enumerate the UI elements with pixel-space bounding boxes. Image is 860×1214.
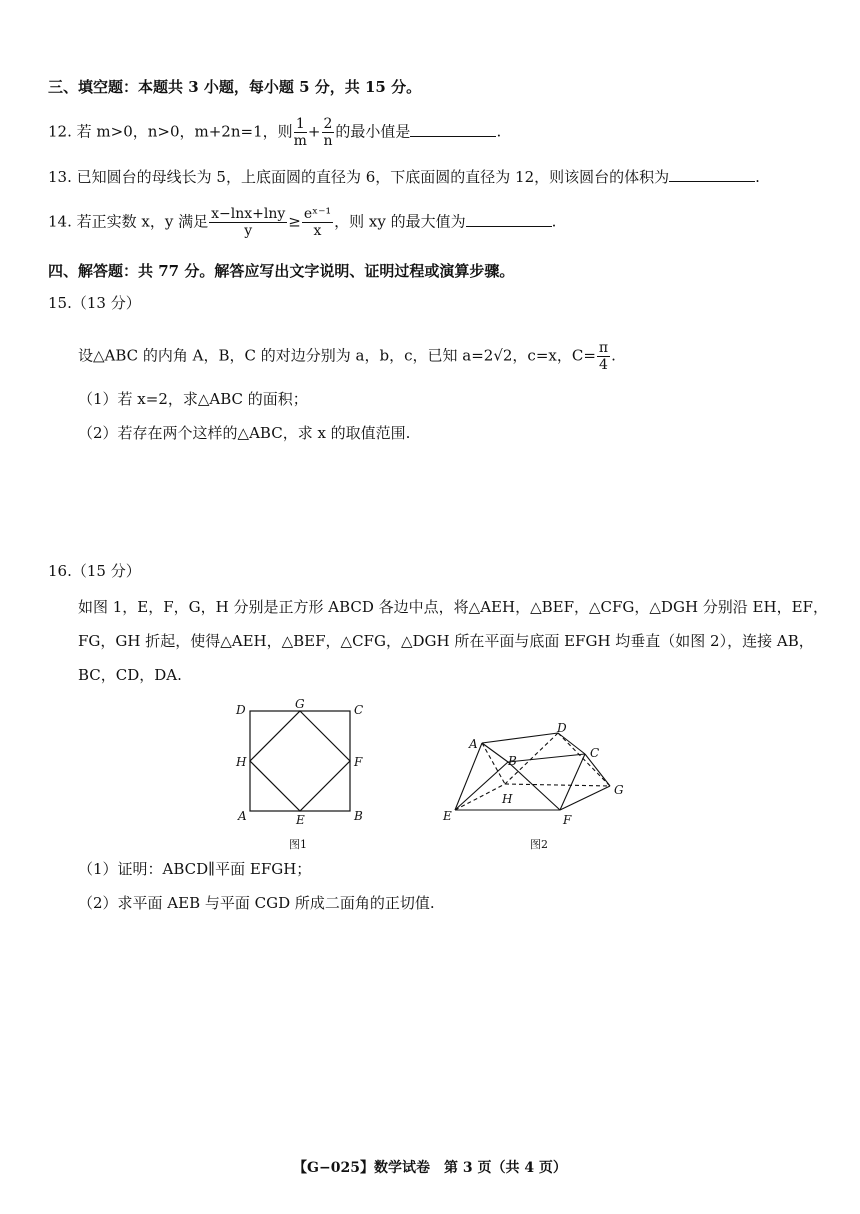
fig2-label-d: D — [557, 721, 567, 735]
q12-fraction-1 — [294, 116, 307, 149]
q12-text-1: 若 m>0，n>0，m+2n=1，则 — [76, 122, 293, 141]
figure-1-caption: 图1 — [289, 838, 307, 851]
question-13 — [48, 166, 760, 188]
q14-frac2-numerator: eˣ⁻¹ — [303, 206, 332, 222]
q14-text-2: ，则 xy 的最大值为 — [334, 212, 466, 231]
q14-end: . — [551, 212, 557, 231]
fig2-label-c: C — [590, 746, 600, 760]
q15-part-2: （2）若存在两个这样的△ABC，求 x 的取值范围. — [78, 424, 411, 442]
q14-frac1-numerator: x−lnx+lny — [211, 206, 286, 222]
q12-text-2: 的最小值是 — [335, 122, 411, 141]
figure-2 — [455, 733, 610, 810]
q12-plus: + — [307, 122, 321, 141]
fig1-label-g: G — [295, 697, 305, 711]
q12-number: 12. — [48, 122, 72, 141]
q12-frac1-numerator: 1 — [294, 116, 307, 133]
q12-answer-blank — [410, 122, 496, 137]
fig2-label-e: E — [443, 809, 452, 823]
q12-fraction-2 — [322, 116, 335, 149]
q14-number: 14. — [48, 212, 72, 231]
q12-frac2-numerator: 2 — [323, 116, 333, 132]
q13-answer-blank — [669, 167, 755, 182]
figure-1 — [250, 711, 350, 811]
q15-stem — [78, 340, 616, 373]
fig1-label-e: E — [296, 813, 305, 827]
q14-text-1: 若正实数 x，y 满足 — [76, 212, 209, 231]
section-3-title: 三、填空题：本题共 3 小题，每小题 5 分，共 15 分。 — [48, 78, 422, 96]
question-12 — [48, 116, 501, 149]
q15-header: 15.（13 分） — [48, 294, 141, 312]
q13-end: . — [755, 168, 760, 186]
q14-frac2-denominator: x — [313, 223, 322, 239]
q16-stem-line-2: FG，GH 折起，使得△AEH，△BEF，△CFG，△DGH 所在平面与底面 EFGH 均垂直（如图 2），连接 AB， — [78, 632, 814, 650]
figure-2-caption: 图2 — [530, 838, 548, 851]
q13-number: 13. — [48, 168, 72, 186]
q14-ge: ≥ — [288, 212, 301, 231]
page-footer: 【G−025】数学试卷 第 3 页（共 4 页） — [293, 1160, 567, 1176]
fig2-label-a: A — [469, 737, 478, 751]
fig2-label-h: H — [502, 792, 513, 806]
q16-part-2: （2）求平面 AEB 与平面 CGD 所成二面角的正切值. — [78, 894, 435, 912]
fig1-label-f: F — [354, 755, 363, 769]
q15-part-1: （1）若 x=2，求△ABC 的面积； — [78, 390, 308, 408]
section-4-title: 四、解答题：共 77 分。解答应写出文字说明、证明过程或演算步骤。 — [48, 262, 515, 280]
fig1-label-b: B — [354, 809, 363, 823]
q13-text: 已知圆台的母线长为 5，上底面圆的直径为 6，下底面圆的直径为 12，则该圆台的体积为 — [76, 168, 670, 186]
fig1-label-h: H — [236, 755, 247, 769]
q16-part-1: （1）证明：ABCD∥平面 EFGH； — [78, 860, 312, 878]
q16-stem-line-3: BC，CD，DA. — [78, 666, 182, 684]
fig2-label-b: B — [508, 754, 517, 768]
fig2-label-g: G — [614, 783, 624, 797]
q15-stem-end: . — [611, 346, 616, 365]
fig1-label-d: D — [236, 703, 246, 717]
q15-stem-text: 设△ABC 的内角 A，B，C 的对边分别为 a，b，c，已知 a=2√2，c=x，C= — [78, 346, 596, 365]
q12-end: . — [496, 122, 502, 141]
fig2-label-f: F — [563, 813, 572, 827]
fig1-label-a: A — [238, 809, 247, 823]
q14-fraction-1 — [209, 206, 287, 239]
question-14 — [48, 206, 556, 239]
fig1-label-c: C — [354, 703, 364, 717]
q12-frac2-denominator: n — [323, 133, 333, 149]
q15-frac-denominator: 4 — [599, 357, 608, 373]
q15-fraction — [597, 340, 610, 373]
q15-frac-numerator: π — [598, 340, 609, 356]
q14-answer-blank — [466, 212, 552, 227]
q14-fraction-2 — [302, 206, 333, 239]
fig1-square-abcd — [250, 711, 350, 811]
q14-frac1-denominator: y — [244, 223, 253, 239]
q16-figures — [0, 696, 860, 856]
q16-header: 16.（15 分） — [48, 562, 141, 580]
q16-stem-line-1: 如图 1，E，F，G，H 分别是正方形 ABCD 各边中点，将△AEH，△BEF，△CFG，△DGH 分别沿 EH，EF， — [78, 598, 828, 616]
fig1-square-efgh — [250, 711, 350, 811]
q12-frac1-denominator: m — [293, 133, 307, 149]
